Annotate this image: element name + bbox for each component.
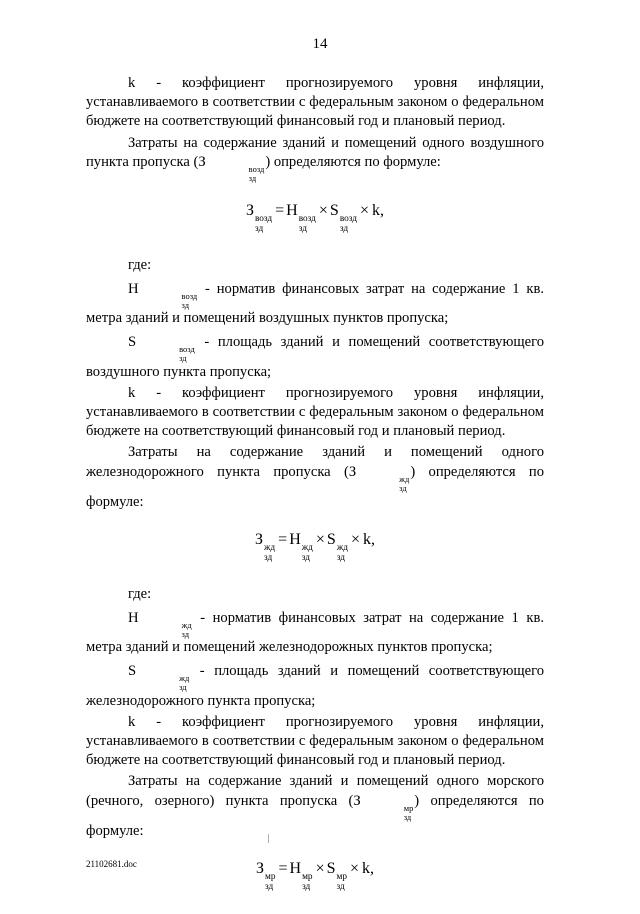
index-stack: [299, 215, 316, 235]
symbol-s: S: [128, 662, 137, 679]
symbol-s: S: [326, 530, 336, 548]
symbol-n: Н: [128, 609, 139, 626]
superscript: возд: [248, 163, 265, 174]
symbol-z: З: [255, 859, 264, 877]
index-stack: [255, 215, 272, 235]
index-stack: [337, 544, 348, 564]
subscript: зд: [254, 224, 264, 235]
index-stack: [137, 345, 195, 363]
subscript: зд: [336, 882, 345, 893]
superscript: возд: [298, 213, 316, 224]
index-stack: [140, 292, 198, 310]
symbol-z: З: [245, 201, 254, 219]
superscript: жд: [336, 542, 348, 553]
subscript: зд: [339, 224, 349, 235]
index-stack: [362, 804, 414, 822]
text-run: Затраты на содержание зданий и помещений одного морского (речного, озерного) пункта пропуска (: [86, 773, 544, 809]
symbol-n: Н: [289, 859, 302, 877]
times-sign: ×: [318, 201, 328, 219]
paragraph-rail-checkpoint-costs: [86, 443, 544, 511]
index-stack: [302, 873, 313, 893]
index-stack: [357, 475, 409, 493]
definition-rail-norm: [86, 609, 544, 658]
definition-rail-area: [86, 662, 544, 711]
page-number: 14: [312, 36, 328, 52]
subscript: зд: [179, 353, 187, 364]
symbol-s: S: [329, 201, 339, 219]
superscript: возд: [181, 290, 198, 301]
times-sign: ×: [350, 530, 360, 548]
where-label: где:: [128, 586, 152, 603]
text-run: ) определяются по формуле:: [86, 463, 544, 510]
subscript: зд: [403, 812, 412, 823]
where-label: где:: [128, 257, 152, 274]
subscript: зд: [181, 628, 190, 639]
subscript: зд: [336, 553, 346, 564]
subscript: зд: [181, 299, 190, 310]
subscript: зд: [264, 553, 273, 564]
symbol-z: З: [353, 792, 361, 809]
equals-sign: =: [275, 201, 285, 219]
superscript: мр: [302, 871, 313, 882]
text-run: Затраты на содержание зданий и помещений одного воздушного пункта пропуска (: [86, 134, 544, 170]
index-stack: [264, 544, 275, 564]
symbol-k: k: [362, 859, 371, 877]
definition-air-area: [86, 333, 544, 382]
definition-air-norm: [86, 280, 544, 329]
index-stack: [340, 215, 357, 235]
superscript: возд: [179, 343, 195, 354]
times-sign: ×: [315, 530, 325, 548]
superscript: возд: [339, 213, 357, 224]
text-run: - норматив финансовых затрат на содержание 1 кв. метра зданий и помещений воздушных пунктов пропуска;: [86, 280, 544, 327]
times-sign: ×: [315, 859, 325, 877]
symbol-n: Н: [128, 280, 139, 297]
paragraph-air-checkpoint-costs: [86, 134, 544, 183]
formula-rail: [86, 530, 544, 564]
document-body: [86, 74, 544, 914]
text-run: - площадь зданий и помещений соответствующего воздушного пункта пропуска;: [86, 333, 544, 380]
symbol-n: Н: [286, 201, 298, 219]
superscript: мр: [264, 871, 276, 882]
formula-air: [86, 201, 544, 235]
symbol-n: Н: [289, 530, 301, 548]
comma: ,: [370, 530, 375, 548]
subscript: зд: [179, 682, 187, 693]
formula-sea: [86, 859, 544, 893]
subscript: зд: [302, 882, 311, 893]
symbol-k: k: [372, 201, 381, 219]
superscript: жд: [399, 473, 410, 484]
subscript: зд: [301, 553, 310, 564]
text-run: - норматив финансовых затрат на содержание 1 кв. метра зданий и помещений железнодорожных пунктов пропуска;: [86, 609, 544, 656]
index-stack: [337, 873, 348, 893]
index-stack: [207, 165, 265, 183]
paragraph-inflation-coefficient-1: k - коэффициент прогнозируемого уровня инфляции, устанавливаемого в соответствии с федеральным законом о федеральном бюджете на соответствующий финансовый год и плановый период.: [86, 75, 544, 130]
superscript: жд: [179, 672, 190, 683]
text-run: Затраты на содержание зданий и помещений одного железнодорожного пункта пропуска (: [86, 444, 544, 480]
superscript: жд: [301, 542, 313, 553]
text-run: - площадь зданий и помещений соответствующего железнодорожного пункта пропуска;: [86, 662, 544, 709]
symbol-k: k: [362, 530, 371, 548]
index-stack: [137, 674, 189, 692]
subscript: зд: [248, 173, 257, 184]
superscript: мр: [336, 871, 347, 882]
text-run: ) определяются по формуле:: [265, 153, 441, 170]
symbol-s: S: [128, 333, 137, 350]
times-sign: ×: [359, 201, 370, 219]
comma: ,: [380, 201, 385, 219]
superscript: жд: [264, 542, 276, 553]
text-run: ) определяются по формуле:: [86, 792, 544, 839]
index-stack: [302, 544, 313, 564]
superscript: жд: [181, 619, 192, 630]
scan-mark: [268, 834, 269, 843]
file-code: 21102681.doc: [86, 859, 137, 869]
subscript: зд: [298, 224, 307, 235]
equals-sign: =: [278, 530, 288, 548]
symbol-z: З: [348, 463, 357, 480]
equals-sign: =: [278, 859, 288, 877]
superscript: возд: [254, 213, 273, 224]
symbol-s: S: [326, 859, 336, 877]
symbol-z: З: [255, 530, 264, 548]
comma: ,: [370, 859, 375, 877]
paragraph-sea-checkpoint-costs: [86, 772, 544, 840]
times-sign: ×: [350, 859, 360, 877]
paragraph-inflation-coefficient-3: k - коэффициент прогнозируемого уровня инфляции, устанавливаемого в соответствии с федеральным законом о федеральном бюджете на соответствующий финансовый год и плановый период.: [86, 713, 544, 769]
symbol-z: З: [198, 153, 206, 170]
subscript: зд: [264, 882, 274, 893]
paragraph-inflation-coefficient-2: k - коэффициент прогнозируемого уровня инфляции, устанавливаемого в соответствии с федеральным законом о федеральном бюджете на соответствующий финансовый год и плановый период.: [86, 384, 544, 440]
subscript: зд: [399, 483, 407, 494]
index-stack: [140, 621, 192, 639]
index-stack: [265, 873, 276, 893]
superscript: мр: [403, 802, 414, 813]
